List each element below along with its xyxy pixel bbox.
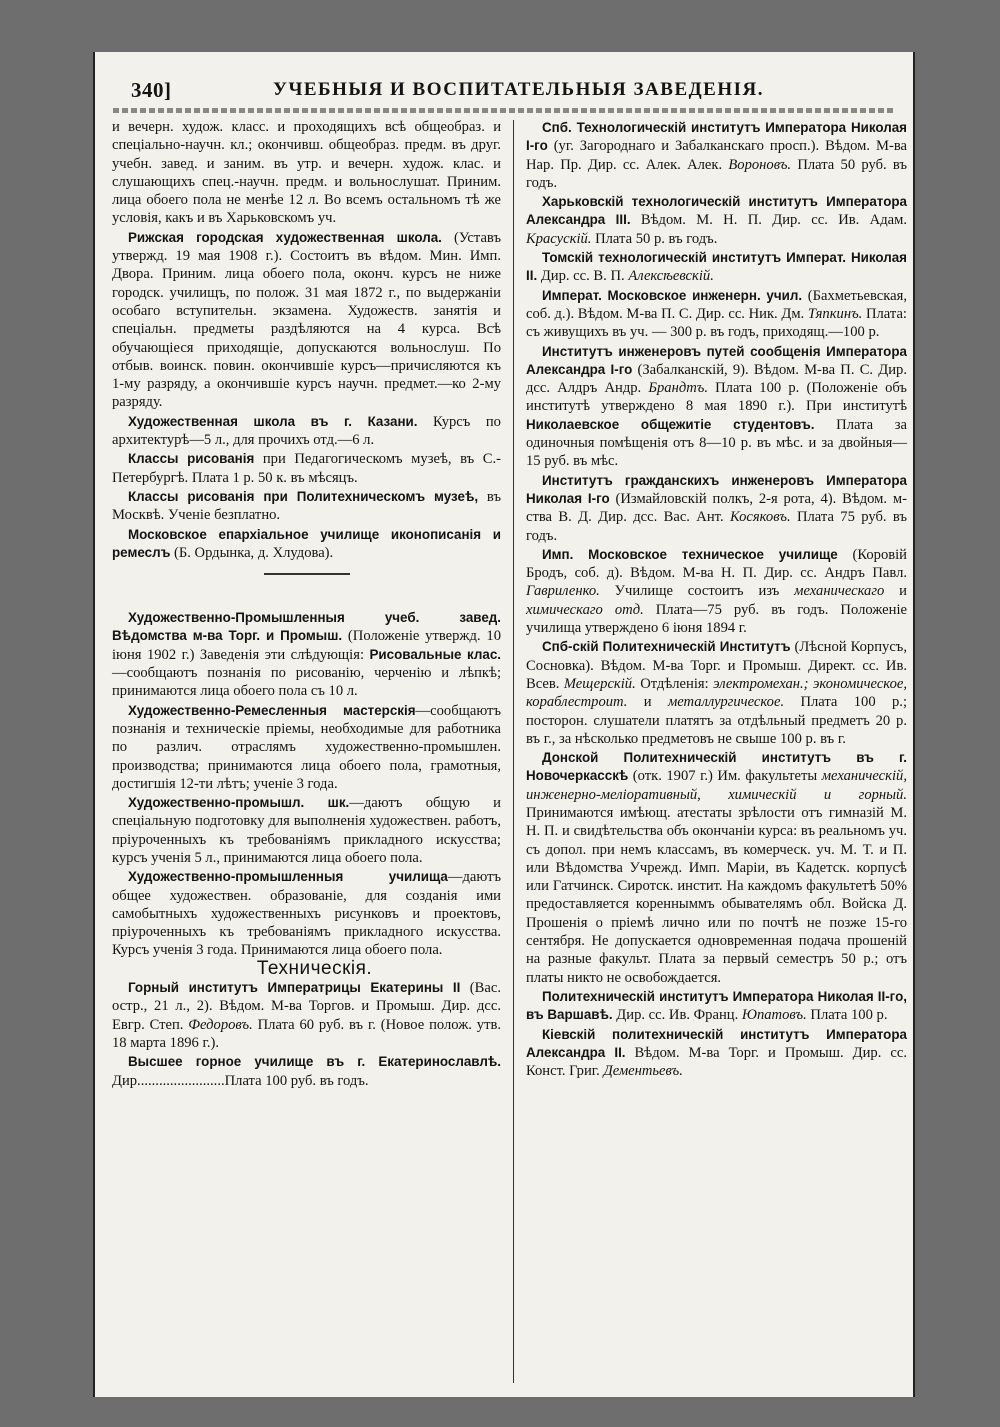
entry-kharkov-technological-institute: Харьковскій технологическій институтъ Императора Александра III. Вѣдом. М. Н. П. Дир. сс. Ив. Адам. Красускій. Плата 50 р. въ годъ.	[526, 194, 907, 247]
entry-tomsk-technological-institute: Томскій технологическій институтъ Императ. Николая II. Дир. сс. В. П. Алексѣевскій.	[526, 250, 907, 285]
entry-spb-technological-institute: Спб. Технологическій институтъ Императора Николая I-го (уг. Загороднаго и Забалканскаго просп.). Вѣдом. М-ва Нар. Пр. Дир. сс. Алек. Алек. Вороновъ. Плата 50 руб. въ годъ.	[526, 120, 907, 191]
book-page	[93, 52, 915, 1397]
right-column	[526, 118, 907, 1080]
entry-railway-engineers-institute: Институтъ инженеровъ путей сообщенія Императора Александра I-го (Забалканскій, 9). Вѣдом. М-ва П. С. Дир. дсс. Алдръ Андр. Брандтъ. Плата 100 р. (Положеніе объ институтѣ утверждено 8 мая 1890 г.). При институтѣ Николаевское общежитіе студентовъ. Плата за одиночныя помѣщенія отъ 8—10 р. въ мѣс. и за двойныя—15 руб. въ мѣс.	[526, 343, 908, 470]
entry-icon-painting-school: Московское епархіальное училище иконописанія и ремеслъ (Б. Ордынка, д. Хлудова).	[112, 526, 501, 561]
entry-moscow-technical-school: Имп. Московское техническое училище (Коровій Бродъ, соб. д). Вѣдом. М-ва Н. П. Дир. сс. Андръ Павл. Гавриленко. Училище состоитъ изъ механическаго и химическаго отд. Плата—75 руб. въ годъ. Положеніе училища утверждено 6 іюня 1894 г.	[526, 546, 908, 637]
entry-don-polytechnic: Донской Политехническій институтъ въ г. Новочеркасскѣ (отк. 1907 г.) Им. факультеты механическій, инженерно-меліоративный, химическій и горный. Принимаются имѣющ. атестаты зрѣлости отъ гимназій М. Н. П. и свидѣтельства объ окончаніи курса: въ реальномъ уч. съ допол. при немъ классамъ, въ комерческ. уч. М. Т. и П. или Вѣдомства Учрежд. Имп. Маріи, въ Кадетск. корпусѣ или Гатчинск. Сиротск. инстит. На каждомъ факультетѣ 50% предоставляется коренныммъ обывателямъ обл. Войска Д. Прошенія о пріемѣ лично или по почтѣ не позже 15-го сентября. Не допускается одновременная подача прошеній на разные факульт. Плата за первый семестръ 50 р.; отъ платы никто не освобождается.	[526, 750, 907, 986]
entry-moscow-engineering-school: Императ. Московское инженерн. учил. (Бахметьевская, соб. д.). Вѣдом. М-ва П. С. Дир. сс. Ник. Дм. Тяпкинъ. Плата: съ живущихъ въ уч. — 300 р. въ годъ, приходящ.—100 р.	[526, 287, 907, 341]
entry-art-industrial-schools: Художественно-Промышленныя учеб. завед. Вѣдомства м-ва Торг. и Промыш. (Положеніе утвержд. 10 іюня 1902 г.) Заведенія эти слѣдующія: Рисовальные клас.—сообщаютъ познанія по рисованію, черченію и лѣпкѣ; принимаются лица обоего пола съ 10 л.	[112, 610, 501, 700]
entry-kazan-art-school: Художественная школа въ г. Казани. Курсъ по архитектурѣ—5 л., для прочихъ отд.—6 л.	[112, 413, 501, 449]
entry-drawing-classes-spb: Классы рисованія при Педагогическомъ музеѣ, въ С.-Петербургѣ. Плата 1 р. 50 к. въ мѣсяцъ.	[112, 451, 501, 486]
header-wavy-rule	[113, 108, 895, 113]
page-number: 340]	[131, 78, 172, 102]
entry-drawing-classes-moscow: Классы рисованія при Политехническомъ музеѣ, въ Москвѣ. Ученіе безплатно.	[112, 488, 501, 524]
section-title-technical: Техническія.	[256, 957, 373, 979]
entry-kiev-polytechnic: Кіевскій политехническій институтъ Императора Александра II. Вѣдом. М-ва Торг. и Промыш. Дир. сс. Конст. Григ. Дементьевъ.	[526, 1026, 907, 1080]
entry-art-craft-workshops: Художественно-Ремесленныя мастерскія—сообщаютъ познанія и техническіе пріемы, необходимые для работника по различ. отраслямъ художественно-промышлен. производства; принимаются лица обоего пола, грамотныя, достигшія 12-ти лѣтъ; ученіе 3 года.	[112, 702, 501, 792]
entry-art-industrial-colleges: Художественно-промышленныя училища—даютъ общее художествен. образованіе, для созданія ими самобытныхъ художественныхъ рисунковъ и проектовъ, пріуроченныхъ къ требованіямъ прикладного искусства. Курсъ ученія 3 года. Принимаются лица обоего пола.	[112, 869, 501, 959]
entry-continuation: и вечерн. худож. класс. и проходящихъ всѣ общеобраз. и спеціально-научн. кл.; окончивш. общеобраз. предм. въ друг. учебн. завед. и заним. въ утр. и вечерн. худож. клас. и слушающихъ спец.-научн. предм. и вольнослушат. Приним. лица обоего пола не менѣе 12 л. Во всемъ остальномъ тѣ же условія, какъ и въ Харьковскомъ уч.	[112, 119, 501, 227]
page-header	[95, 78, 913, 108]
entry-riga-art-school: Рижская городская художественная школа. (Уставъ утвержд. 19 мая 1908 г.). Состоитъ въ вѣдом. Мин. Имп. Двора. Приним. лица обоего пола, оконч. курсъ не ниже городск. училищъ, по полож. 31 мая 1872 г., по выдержаніи особаго вступительн. экзамена. Художеств. занятія и спеціальн. предметы раздѣляются на 4 курса. Всѣ обучающіеся приходящіе, допускаются вольнослуш. По отбыв. воинск. повин. окончившіе курсъ—причисляются къ 1-му разряду, а окончившіе курсъ научн. предмет.—ко 2-му разряду.	[112, 229, 501, 411]
entry-art-industrial-shk: Художественно-промышл. шк.—даютъ общую и спеціальную подготовку для выполненія художествен. работъ, пріуроченныхъ къ требованіямъ прикладного искусства; курсъ ученія 5 л., принимаются лица обоего пола.	[112, 795, 501, 866]
entry-civil-engineers-institute: Институтъ гражданскихъ инженеровъ Императора Николая I-го (Измайловскій полкъ, 2-я рота, 4). Вѣдом. м-ства В. Д. Дир. дсс. Вас. Ант. Косяковъ. Плата 75 руб. въ годъ.	[526, 472, 907, 544]
entry-higher-mining-school: Высшее горное училище въ г. Екатеринославлѣ. Дир........................Плата 100 руб. въ годъ.	[112, 1054, 501, 1089]
entry-warsaw-polytechnic: Политехническій институтъ Императора Николая II-го, въ Варшавѣ. Дир. сс. Ив. Франц. Юпатовъ. Плата 100 р.	[526, 988, 907, 1024]
running-title: УЧЕБНЫЯ И ВОСПИТАТЕЛЬНЫЯ ЗАВЕДЕНІЯ.	[273, 79, 765, 100]
entry-spb-polytechnic: Спб-скій Политехническій Институтъ (Лѣсной Корпусъ, Сосновка). Вѣдом. М-ва Торг. и Промыш. Директ. сс. Ив. Всев. Мещерскій. Отдѣленія: электромехан.; экономическое, кораблестроит. и металлургическое. Плата 100 р.; посторон. слушатели платятъ за отдѣльный предметъ 20 р. въ г., за нѣсколько предметовъ не свыше 100 р. въ г.	[526, 639, 907, 747]
column-divider	[513, 120, 515, 1383]
section-divider	[264, 573, 350, 575]
left-column	[112, 118, 501, 1090]
entry-mining-institute: Горный институтъ Императрицы Екатерины II (Вас. остр., 21 л., 2). Вѣдом. М-ва Торгов. и Промыш. Дир. дсс. Евгр. Степ. Федоровъ. Плата 60 руб. въ г. (Новое полож. утв. 18 марта 1896 г.).	[112, 980, 502, 1051]
